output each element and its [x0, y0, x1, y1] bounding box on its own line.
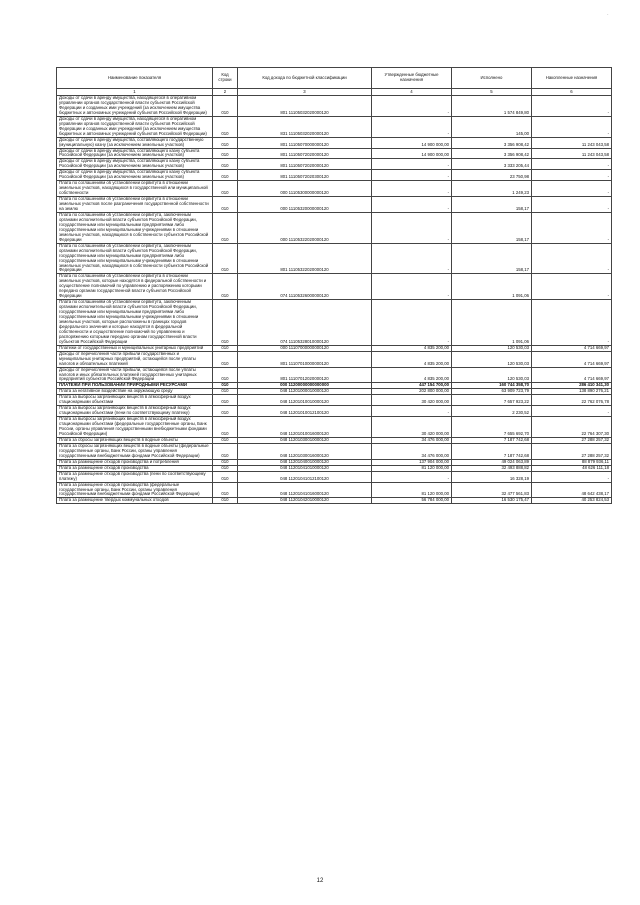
row-approved: - — [372, 170, 452, 181]
table-row — [57, 243, 612, 274]
table-row — [57, 443, 612, 459]
row-code: 010 — [213, 437, 238, 443]
header-code: Код строки — [213, 68, 238, 89]
row-executed: 158,17 — [452, 243, 532, 274]
table-row — [57, 159, 612, 170]
row-name: Плата за размещение отходов производства (федеральные государственные органы, Банк России, органы управления государственными внебюджетными фондами Российской Федерации) — [57, 482, 213, 498]
row-executed: 2 230,52 — [452, 406, 532, 417]
table-row — [57, 170, 612, 181]
row-approved: 14 900 000,00 — [372, 137, 452, 148]
row-code: 010 — [213, 351, 238, 367]
row-budget-code: 801 11107010000000120 — [238, 351, 372, 367]
header-approved: Утвержденные бюджетные назначения — [372, 68, 452, 89]
row-cumulative: 22 762 076,78 — [532, 395, 612, 406]
row-approved: - — [372, 96, 452, 117]
row-approved: - — [372, 471, 452, 482]
row-name: Плата за размещение отходов производства — [57, 465, 213, 471]
row-budget-code: 048 11201010012100120 — [238, 406, 372, 417]
row-name: Доходы от перечисления части прибыли государственных и муниципальных унитарных предприятий, остающейся после уплаты налогов и обязательных платежей — [57, 351, 213, 367]
row-name: Плата по соглашениям об установлении сервитута, заключенным органами исполнительной власти субъектов Российской Федерации, государственными или муниципальными предприятиями либо государственными или муниципальными учреждениями в отношении земельных участков, находящихся в собственности субъектов Российской Федерации — [57, 243, 213, 274]
table-row — [57, 482, 612, 498]
row-approved: - — [372, 300, 452, 346]
row-approved: - — [372, 212, 452, 243]
row-executed: 160 744 358,70 — [452, 383, 532, 389]
row-executed: 7 187 742,68 — [452, 443, 532, 459]
row-budget-code: 048 11201010010000120 — [238, 395, 372, 406]
row-executed: 7 657 923,22 — [452, 395, 532, 406]
row-budget-code: 048 11201042010000120 — [238, 498, 372, 504]
row-code: 010 — [213, 197, 238, 213]
row-budget-code: 000 11107000000000120 — [238, 345, 372, 351]
row-code: 010 — [213, 417, 238, 438]
row-name: ПЛАТЕЖИ ПРИ ПОЛЬЗОВАНИИ ПРИРОДНЫМИ РЕСУРСАМИ — [57, 383, 213, 389]
row-code: 010 — [213, 482, 238, 498]
table-row — [57, 351, 612, 367]
row-cumulative: 11 243 043,58 — [532, 137, 612, 148]
table-row — [57, 116, 612, 137]
row-approved: - — [372, 406, 452, 417]
header-cumulative: Накопленные назначения — [532, 68, 612, 89]
row-executed: 3 356 908,42 — [452, 148, 532, 159]
row-budget-code: 048 11201040010000120 — [238, 459, 372, 465]
row-budget-code: 048 11201010016000120 — [238, 417, 372, 438]
row-cumulative: 22 764 307,30 — [532, 417, 612, 438]
row-executed: 32 493 888,82 — [452, 465, 532, 471]
row-budget-code: 801 11105070000000120 — [238, 137, 372, 148]
row-cumulative: - — [532, 300, 612, 346]
row-name: Плата за выбросы загрязняющих веществ в атмосферный воздух стационарными объектами — [57, 395, 213, 406]
row-executed: 120 530,03 — [452, 367, 532, 383]
row-budget-code: 000 11105322020000120 — [238, 212, 372, 243]
row-executed: 7 655 692,70 — [452, 417, 532, 438]
row-budget-code: 801 11105072020300120 — [238, 170, 372, 181]
table-row — [57, 300, 612, 346]
row-executed: 16 530 175,47 — [452, 498, 532, 504]
row-budget-code: 048 11201030016000120 — [238, 443, 372, 459]
table-row — [57, 212, 612, 243]
row-budget-code: 048 11201041010000120 — [238, 465, 372, 471]
row-approved: - — [372, 159, 452, 170]
row-executed: 1 249,23 — [452, 181, 532, 197]
row-approved: - — [372, 197, 452, 213]
row-approved: 14 900 000,00 — [372, 148, 452, 159]
page-number: 12 — [316, 878, 324, 884]
row-executed: 1 091,06 — [452, 274, 532, 300]
row-code: 010 — [213, 471, 238, 482]
row-code: 010 — [213, 498, 238, 504]
row-code: 010 — [213, 345, 238, 351]
header-row — [57, 68, 612, 89]
row-cumulative: 27 288 257,32 — [532, 437, 612, 443]
row-executed: 120 530,03 — [452, 351, 532, 367]
row-code: 010 — [213, 406, 238, 417]
row-cumulative: 48 642 438,17 — [532, 482, 612, 498]
row-budget-code: 801 11105072020000120 — [238, 148, 372, 159]
row-approved: 34 476 000,00 — [372, 443, 452, 459]
row-code: 010 — [213, 395, 238, 406]
row-name: Плата по соглашениям об установлении сервитута в отношении земельных участков после разграничения государственной собственности на землю — [57, 197, 213, 213]
row-approved: 447 154 700,00 — [372, 383, 452, 389]
row-executed: 7 187 742,68 — [452, 437, 532, 443]
row-executed: 158,17 — [452, 197, 532, 213]
row-executed: 3 333 205,44 — [452, 159, 532, 170]
row-approved: - — [372, 274, 452, 300]
row-approved: 81 120 000,00 — [372, 465, 452, 471]
column-number: 1 — [57, 89, 213, 96]
row-budget-code: 801 11105032020000120 — [238, 96, 372, 117]
row-cumulative: - — [532, 159, 612, 170]
row-name: Доходы от сдачи в аренду имущества, находящегося в оперативном управлении органов государственной власти субъектов Российской Федерации и созданных ими учреждений (за исключением имущества бюджетных и автономных учреждений субъектов Российской Федерации) — [57, 116, 213, 137]
row-executed: 120 530,03 — [452, 345, 532, 351]
row-budget-code: 048 11201000010000120 — [238, 389, 372, 395]
row-name: Плата по соглашениям об установлении сервитута, заключенным органами исполнительной власти субъектов Российской Федерации, государственными или муниципальными предприятиями либо государственными или муниципальными учреждениями в отношении земельных участков, находящихся в собственности субъектов Российской Федерации — [57, 212, 213, 243]
header-executed: Исполнено — [452, 68, 532, 89]
row-name: Платежи от государственных и муниципальных унитарных предприятий — [57, 345, 213, 351]
row-code: 010 — [213, 96, 238, 117]
row-cumulative: 4 714 669,97 — [532, 367, 612, 383]
row-approved: 30 420 000,00 — [372, 417, 452, 438]
row-budget-code: 801 11105072020000120 — [238, 159, 372, 170]
row-executed: 23 750,98 — [452, 170, 532, 181]
row-approved: - — [372, 116, 452, 137]
row-executed: 16 328,19 — [452, 471, 532, 482]
row-approved: 202 800 000,00 — [372, 389, 452, 395]
table-row — [57, 181, 612, 197]
row-code: 010 — [213, 300, 238, 346]
column-number: 6 — [532, 89, 612, 96]
row-code: 010 — [213, 148, 238, 159]
column-number: 4 — [372, 89, 452, 96]
row-approved: 56 784 000,00 — [372, 498, 452, 504]
row-cumulative: - — [532, 96, 612, 117]
row-budget-code: 074 11105328010000120 — [238, 300, 372, 346]
row-budget-code: 000 11105320000000120 — [238, 197, 372, 213]
row-executed: 32 477 561,83 — [452, 482, 532, 498]
row-approved: 4 835 200,00 — [372, 367, 452, 383]
row-approved: 34 476 000,00 — [372, 437, 452, 443]
row-approved: 4 835 200,00 — [372, 345, 452, 351]
row-name: Плата за размещение отходов производства (пени по соответствующему платежу) — [57, 471, 213, 482]
row-cumulative: - — [532, 181, 612, 197]
row-cumulative: 138 890 276,21 — [532, 389, 612, 395]
row-budget-code: 000 11105300000000120 — [238, 181, 372, 197]
row-approved: - — [372, 243, 452, 274]
row-name: Плата за размещение отходов производства и потребления — [57, 459, 213, 465]
row-name: Плата за размещение твердых коммунальных отходов — [57, 498, 213, 504]
row-cumulative: - — [532, 197, 612, 213]
row-code: 010 — [213, 383, 238, 389]
row-code: 010 — [213, 367, 238, 383]
row-cumulative: 4 714 669,97 — [532, 345, 612, 351]
row-executed: 63 909 723,79 — [452, 389, 532, 395]
row-cumulative: 4 714 669,97 — [532, 351, 612, 367]
table-row — [57, 471, 612, 482]
row-name: Плата за выбросы загрязняющих веществ в атмосферный воздух стационарными объектами (пени по соответствующему платежу) — [57, 406, 213, 417]
corner-mark: · — [607, 12, 609, 18]
row-code: 010 — [213, 389, 238, 395]
table-row — [57, 395, 612, 406]
row-budget-code: 048 11201030010000120 — [238, 437, 372, 443]
table-row — [57, 137, 612, 148]
table-row — [57, 498, 612, 504]
column-number: 2 — [213, 89, 238, 96]
row-name: Плата по соглашениям об установлении сервитута, заключенным органами исполнительной власти субъектов Российской Федерации, государственными или муниципальными предприятиями либо государственными или муниципальными учреждениями в отношении земельных участков, которые расположены в границах городов федерального значения и которые находятся в федеральной собственности и осуществление полномочий по управлению и распоряжению которыми передано органам государственной власти субъектов Российской Федерации — [57, 300, 213, 346]
row-code: 010 — [213, 170, 238, 181]
row-code: 010 — [213, 212, 238, 243]
revenue-table — [56, 67, 612, 504]
row-code: 010 — [213, 243, 238, 274]
row-cumulative: 88 879 936,11 — [532, 459, 612, 465]
row-name: Доходы от сдачи в аренду имущества, находящегося в оперативном управлении органов государственной власти субъектов Российской Федерации и созданных ими учреждений (за исключением имущества бюджетных и автономных учреждений субъектов Российской Федерации) — [57, 96, 213, 117]
row-approved: 81 120 000,00 — [372, 482, 452, 498]
row-code: 010 — [213, 181, 238, 197]
row-executed: 145,00 — [452, 116, 532, 137]
row-cumulative: 286 410 341,30 — [532, 383, 612, 389]
row-name: Плата за негативное воздействие на окружающую среду — [57, 389, 213, 395]
row-name: Плата за сбросы загрязняющих веществ в водные объекты (федеральные государственные органы, Банк России, органы управления государственными внебюджетными фондами Российской Федерации) — [57, 443, 213, 459]
row-code: 010 — [213, 465, 238, 471]
row-code: 010 — [213, 159, 238, 170]
row-executed: 158,17 — [452, 212, 532, 243]
row-code: 010 — [213, 137, 238, 148]
row-executed: 3 356 908,42 — [452, 137, 532, 148]
table-row — [57, 148, 612, 159]
column-number: 3 — [238, 89, 372, 96]
row-name: Доходы от сдачи в аренду имущества, составляющего государственную (муниципальную) казну (за исключением земельных участков) — [57, 137, 213, 148]
table-body — [57, 96, 612, 504]
row-name: Доходы от сдачи в аренду имущества, составляющего казну субъекта Российской Федерации (за исключением земельных участков) — [57, 170, 213, 181]
row-budget-code: 831 11105032020000120 — [238, 116, 372, 137]
row-cumulative: - — [532, 116, 612, 137]
table-row — [57, 197, 612, 213]
row-approved: 137 904 000,00 — [372, 459, 452, 465]
row-approved: 4 835 200,00 — [372, 351, 452, 367]
row-name: Плата по соглашениям об установлении сервитута в отношении земельных участков, находящихся в государственной или муниципальной собственности — [57, 181, 213, 197]
row-budget-code: 000 11200000000000000 — [238, 383, 372, 389]
row-executed: 49 024 063,89 — [452, 459, 532, 465]
table-row — [57, 96, 612, 117]
row-executed: 1 574 849,80 — [452, 96, 532, 117]
row-cumulative: - — [532, 243, 612, 274]
column-number: 5 — [452, 89, 532, 96]
row-name: Доходы от сдачи в аренду имущества, составляющего казну субъекта Российской Федерации (за исключением земельных участков) — [57, 159, 213, 170]
table-row — [57, 274, 612, 300]
row-cumulative: - — [532, 471, 612, 482]
row-cumulative: - — [532, 406, 612, 417]
row-code: 010 — [213, 443, 238, 459]
row-budget-code: 048 11201041016000120 — [238, 482, 372, 498]
table-row — [57, 367, 612, 383]
row-approved: 30 420 000,00 — [372, 395, 452, 406]
row-budget-code: 048 11201041012100120 — [238, 471, 372, 482]
header-name: Наименование показателя — [57, 68, 213, 89]
row-executed: 1 091,06 — [452, 300, 532, 346]
row-cumulative: - — [532, 274, 612, 300]
row-cumulative: 40 253 824,53 — [532, 498, 612, 504]
row-budget-code: 074 11105326000000120 — [238, 274, 372, 300]
row-cumulative: - — [532, 170, 612, 181]
row-cumulative: - — [532, 212, 612, 243]
row-budget-code: 801 11107012020000120 — [238, 367, 372, 383]
row-name: Доходы от перечисления части прибыли, остающейся после уплаты налогов и иных обязательных платежей государственных унитарных предприятий субъектов Российской Федерации — [57, 367, 213, 383]
row-name: Плата по соглашениям об установлении сервитута в отношении земельных участков, которые находятся в федеральной собственности и осуществление полномочий по управлению и распоряжению которыми передано органам государственной власти субъектов Российской Федерации — [57, 274, 213, 300]
header-budget-code: Код дохода по бюджетной классификации — [238, 68, 372, 89]
row-budget-code: 801 11105322020000120 — [238, 243, 372, 274]
table-row — [57, 417, 612, 438]
row-name: Доходы от сдачи в аренду имущества, составляющего казну субъекта Российской Федерации (за исключением земельных участков) — [57, 148, 213, 159]
row-cumulative: 27 288 257,32 — [532, 443, 612, 459]
row-name: Плата за выбросы загрязняющих веществ в атмосферный воздух стационарными объектами (федеральные государственные органы, Банк России, органы управления государственными внебюджетными фондами Российской Федерации) — [57, 417, 213, 438]
row-code: 010 — [213, 459, 238, 465]
row-code: 010 — [213, 274, 238, 300]
report-sheet — [56, 67, 611, 504]
row-approved: - — [372, 181, 452, 197]
table-row — [57, 406, 612, 417]
column-number-row — [57, 89, 612, 96]
row-cumulative: 11 243 043,58 — [532, 148, 612, 159]
row-name: Плата за сбросы загрязняющих веществ в водные объекты — [57, 437, 213, 443]
row-cumulative: 48 626 111,18 — [532, 465, 612, 471]
row-code: 010 — [213, 116, 238, 137]
